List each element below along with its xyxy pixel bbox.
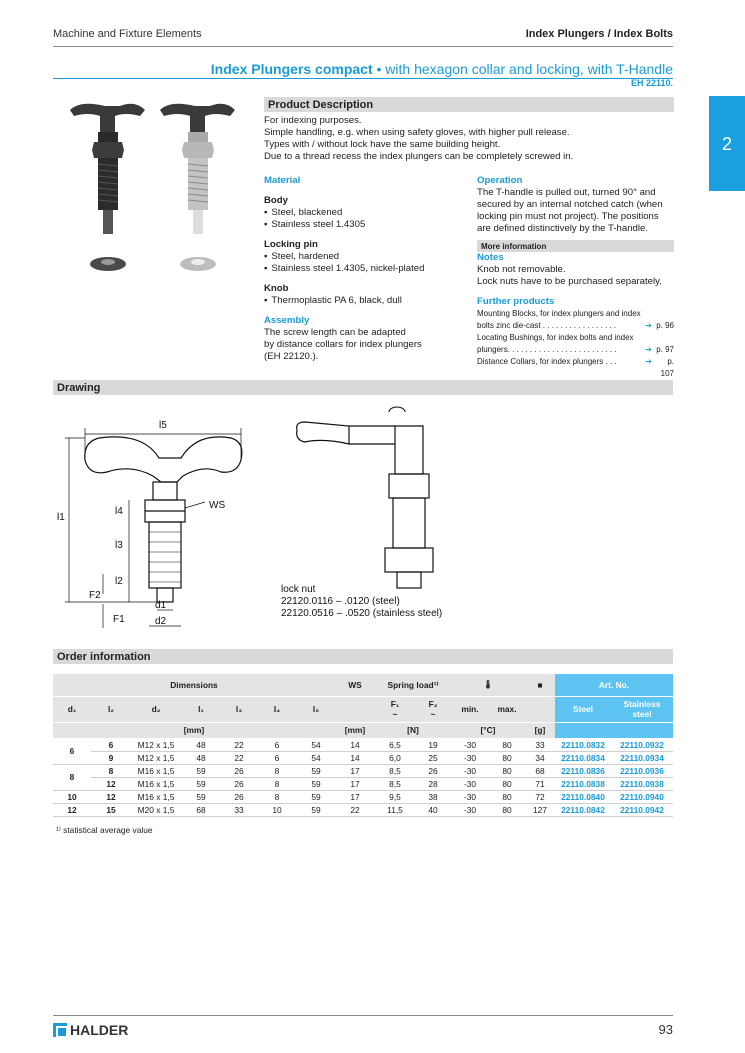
cell-tmin: -30	[451, 764, 489, 777]
cell-ws: 14	[335, 738, 375, 751]
assembly-line: The screw length can be adapted	[264, 327, 406, 338]
cell-l5: 54	[297, 738, 335, 751]
title-sub: • with hexagon collar and locking, with T-Handle	[372, 61, 673, 77]
cell-tmin: -30	[451, 738, 489, 751]
product-description-heading: Product Description	[264, 97, 674, 112]
cell-g: 71	[525, 777, 555, 790]
col-max: max.	[489, 696, 525, 722]
page-number: 93	[658, 1022, 673, 1037]
cell-f1: 8,5	[375, 777, 415, 790]
further-product-text: plungers. . . . . . . . . . . . . . . . . . . . . . . . .	[477, 345, 617, 354]
cell-l2: 12	[91, 777, 131, 790]
cell-f1: 6,0	[375, 751, 415, 764]
further-products-heading: Further products	[477, 296, 555, 307]
cell-tmin: -30	[451, 790, 489, 803]
cell-l3: 33	[221, 803, 257, 816]
logo-text: HALDER	[70, 1022, 129, 1038]
further-product-text: Mounting Blocks, for index plungers and index	[477, 309, 641, 318]
further-product-page: p. 97	[656, 345, 674, 354]
operation-line: secured by an internal notched catch (when	[477, 199, 663, 210]
header-divider	[53, 46, 673, 47]
dim-f1: F1	[113, 614, 125, 625]
cell-d2: M16 x 1,5	[131, 764, 181, 777]
cell-d2: M12 x 1,5	[131, 738, 181, 751]
table-row	[53, 751, 673, 764]
title-divider	[53, 78, 673, 79]
cell-l4: 6	[257, 751, 297, 764]
col-l3: l₃	[221, 696, 257, 722]
arrow-right-icon: ➔	[645, 321, 652, 330]
dimensions-header: Dimensions	[53, 674, 335, 696]
thermometer-icon: 🌡	[482, 679, 494, 690]
cell-tmax: 80	[489, 738, 525, 751]
cell-ws: 17	[335, 790, 375, 803]
order-information-heading: Order information	[53, 649, 673, 664]
cell-stainless[interactable]: 22110.0934	[611, 751, 673, 764]
cell-ws: 17	[335, 764, 375, 777]
unit-c: [°C]	[451, 722, 525, 738]
table-row	[53, 777, 673, 790]
operation-line: are defined distinctively by the T-handle.	[477, 223, 649, 234]
pin-item: ▪ Steel, hardened	[264, 251, 464, 263]
cell-d2: M16 x 1,5	[131, 790, 181, 803]
knob-heading: Knob	[264, 283, 289, 294]
col-f2: F₂ ~	[415, 696, 451, 722]
chapter-number: 2	[721, 134, 732, 154]
halder-logo	[53, 1022, 128, 1038]
cell-l1: 59	[181, 790, 221, 803]
dim-ws: WS	[209, 500, 226, 511]
cell-l5: 59	[297, 803, 335, 816]
further-product-text: bolts zinc die-cast . . . . . . . . . . . . . . . . .	[477, 321, 617, 330]
further-product-text: Distance Collars, for index plungers . . .	[477, 357, 617, 366]
info-column	[477, 175, 674, 380]
cell-g: 33	[525, 738, 555, 751]
description-line: Due to a thread recess the index plungers can be completely screwed in.	[264, 151, 574, 162]
operation-line: locking pin must not project). The positions	[477, 211, 659, 222]
table-row	[53, 803, 673, 816]
cell-l4: 8	[257, 790, 297, 803]
further-product-line	[477, 332, 674, 344]
cell-g: 127	[525, 803, 555, 816]
cell-l2: 12	[91, 790, 131, 803]
cell-d2: M12 x 1,5	[131, 751, 181, 764]
cell-l1: 59	[181, 764, 221, 777]
page-title	[211, 61, 673, 77]
cell-l4: 8	[257, 777, 297, 790]
cell-d1: 10	[53, 790, 91, 803]
cell-g: 68	[525, 764, 555, 777]
category-title: Index Plungers / Index Bolts	[525, 28, 673, 40]
col-f1: F₁ ~	[375, 696, 415, 722]
col-stainless: Stainless steel	[611, 696, 673, 722]
col-steel: Steel	[555, 696, 611, 722]
cell-g: 72	[525, 790, 555, 803]
cell-stainless[interactable]: 22110.0932	[611, 738, 673, 751]
cell-stainless[interactable]: 22110.0938	[611, 777, 673, 790]
cell-l4: 10	[257, 803, 297, 816]
cell-ws: 22	[335, 803, 375, 816]
col-d1: d₁	[53, 696, 91, 722]
cell-f2: 25	[415, 751, 451, 764]
order-rows	[53, 738, 673, 816]
table-row	[53, 764, 673, 777]
col-min: min.	[451, 696, 489, 722]
further-product-text: Locating Bushings, for index bolts and index	[477, 333, 634, 342]
dim-l4: l4	[115, 506, 123, 517]
drawing-heading: Drawing	[53, 380, 673, 395]
further-product-page: p. 107	[660, 357, 674, 378]
unit-mm: [mm]	[53, 722, 335, 738]
cell-f2: 19	[415, 738, 451, 751]
cell-tmin: -30	[451, 777, 489, 790]
cell-steel[interactable]: 22110.0838	[555, 777, 611, 790]
col-weight	[525, 696, 555, 722]
cell-l5: 59	[297, 777, 335, 790]
cell-f2: 28	[415, 777, 451, 790]
body-heading: Body	[264, 195, 288, 206]
lock-nut-steel: 22120.0116 – .0120 (steel)	[281, 596, 400, 607]
unit-ws-mm: [mm]	[335, 722, 375, 738]
cell-ws: 17	[335, 777, 375, 790]
cell-stainless[interactable]: 22110.0936	[611, 764, 673, 777]
material-heading: Material	[264, 175, 301, 186]
cell-f2: 26	[415, 764, 451, 777]
cell-steel[interactable]: 22110.0836	[555, 764, 611, 777]
cell-d1: 12	[53, 803, 91, 816]
col-l2: l₂	[91, 696, 131, 722]
cell-l1: 48	[181, 738, 221, 751]
further-product-line	[477, 308, 674, 320]
col-l1: l₁	[181, 696, 221, 722]
cell-steel[interactable]: 22110.0834	[555, 751, 611, 764]
cell-l3: 26	[221, 777, 257, 790]
description-line: For indexing purposes.	[264, 115, 362, 126]
cell-f2: 40	[415, 803, 451, 816]
cell-l4: 6	[257, 738, 297, 751]
weight-icon: ■	[537, 679, 543, 690]
cell-l5: 59	[297, 790, 335, 803]
cell-stainless[interactable]: 22110.0942	[611, 803, 673, 816]
cell-l1: 48	[181, 751, 221, 764]
table-row	[53, 738, 673, 751]
cell-d1: 6	[53, 738, 91, 764]
arrow-right-icon: ➔	[645, 345, 652, 354]
chapter-tab[interactable]	[709, 96, 745, 191]
footnote: ¹⁾ statistical average value	[56, 825, 153, 835]
cell-ws: 14	[335, 751, 375, 764]
cell-l2: 6	[91, 738, 131, 751]
cell-l2: 15	[91, 803, 131, 816]
weight-header	[525, 674, 555, 696]
cell-l2: 9	[91, 751, 131, 764]
product-description-text	[264, 115, 674, 163]
body-item: ▪ Stainless steel 1.4305	[264, 219, 464, 231]
material-column	[264, 175, 464, 363]
cell-g: 34	[525, 751, 555, 764]
dim-d1: d1	[155, 600, 167, 611]
operation-heading: Operation	[477, 175, 523, 186]
cell-f1: 8,5	[375, 764, 415, 777]
assembly-heading: Assembly	[264, 315, 310, 326]
ws-header: WS	[335, 674, 375, 696]
further-product-link[interactable]	[477, 356, 674, 380]
col-ws	[335, 696, 375, 722]
cell-steel[interactable]: 22110.0832	[555, 738, 611, 751]
cell-f1: 6,5	[375, 738, 415, 751]
order-table	[53, 674, 673, 817]
cell-l3: 26	[221, 764, 257, 777]
assembly-line: (EH 22120.).	[264, 351, 319, 362]
technical-drawing	[53, 398, 673, 643]
col-l5: l₅	[297, 696, 335, 722]
notes-heading: Notes	[477, 252, 504, 263]
cell-l2: 8	[91, 764, 131, 777]
notes-line: Knob not removable.	[477, 264, 566, 275]
spring-load-header: Spring load¹⁾	[375, 674, 451, 696]
cell-tmax: 80	[489, 790, 525, 803]
description-line: Types with / without lock have the same building height.	[264, 139, 501, 150]
cell-steel[interactable]: 22110.0842	[555, 803, 611, 816]
dim-d2: d2	[155, 616, 167, 627]
cell-d1: 8	[53, 764, 91, 790]
body-item: ▪ Steel, blackened	[264, 207, 464, 219]
unit-artno-blank	[555, 722, 673, 738]
cell-f2: 38	[415, 790, 451, 803]
cell-l3: 22	[221, 751, 257, 764]
dim-l5: l5	[159, 420, 167, 431]
cell-tmin: -30	[451, 751, 489, 764]
cell-tmax: 80	[489, 751, 525, 764]
cell-tmin: -30	[451, 803, 489, 816]
col-l4: l₄	[257, 696, 297, 722]
pin-heading: Locking pin	[264, 239, 318, 250]
description-line: Simple handling, e.g. when using safety gloves, with higher pull release.	[264, 127, 570, 138]
further-product-link[interactable]	[477, 344, 674, 356]
cell-l5: 59	[297, 764, 335, 777]
knob-item: ▪ Thermoplastic PA 6, black, dull	[264, 295, 464, 307]
cell-l5: 54	[297, 751, 335, 764]
dim-l2: l2	[115, 576, 123, 587]
unit-g: [g]	[525, 722, 555, 738]
cell-tmax: 80	[489, 803, 525, 816]
assembly-line: by distance collars for index plungers	[264, 339, 422, 350]
product-photo	[60, 92, 250, 332]
more-information-heading: More information	[477, 240, 674, 252]
cell-l1: 68	[181, 803, 221, 816]
temperature-header	[451, 674, 525, 696]
cell-l3: 26	[221, 790, 257, 803]
cell-tmax: 80	[489, 777, 525, 790]
cell-tmax: 80	[489, 764, 525, 777]
further-product-page: p. 96	[656, 321, 674, 330]
title-main: Index Plungers compact	[210, 61, 373, 77]
notes-line: Lock nuts have to be purchased separately.	[477, 276, 662, 287]
product-code: EH 22110.	[630, 78, 673, 88]
lock-nut-label: lock nut	[281, 584, 316, 595]
footer-divider	[53, 1015, 673, 1016]
cell-steel[interactable]: 22110.0840	[555, 790, 611, 803]
arrow-right-icon: ➔	[645, 357, 652, 366]
cell-f1: 11,5	[375, 803, 415, 816]
cell-d2: M20 x 1,5	[131, 803, 181, 816]
cell-l1: 59	[181, 777, 221, 790]
cell-l4: 8	[257, 764, 297, 777]
dim-l1: l1	[57, 512, 65, 523]
table-row	[53, 790, 673, 803]
col-d2: d₂	[131, 696, 181, 722]
cell-f1: 9,5	[375, 790, 415, 803]
cell-stainless[interactable]: 22110.0940	[611, 790, 673, 803]
dim-l3: l3	[115, 540, 123, 551]
pin-item: ▪ Stainless steel 1.4305, nickel-plated	[264, 263, 464, 275]
lock-nut-stainless: 22120.0516 – .0520 (stainless steel)	[281, 608, 443, 619]
logo-icon	[53, 1023, 67, 1037]
cell-l3: 22	[221, 738, 257, 751]
unit-n: [N]	[375, 722, 451, 738]
further-product-link[interactable]	[477, 320, 674, 332]
art-no-header: Art. No.	[555, 674, 673, 696]
operation-line: The T-handle is pulled out, turned 90° and	[477, 187, 656, 198]
section-title: Machine and Fixture Elements	[53, 28, 202, 40]
dim-f2: F2	[89, 590, 101, 601]
cell-d2: M16 x 1,5	[131, 777, 181, 790]
